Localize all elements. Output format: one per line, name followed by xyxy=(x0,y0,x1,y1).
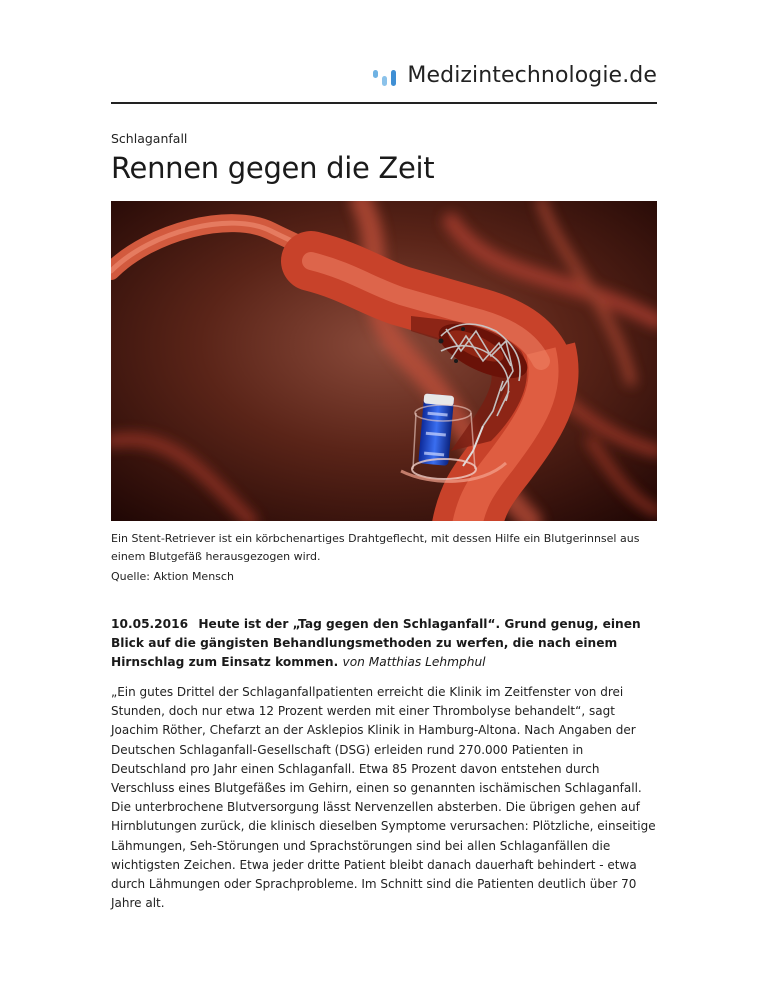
article-image xyxy=(111,201,657,521)
lead-text: Heute ist der „Tag gegen den Schlaganfall“. Grund genug, einen Blick auf die gängisten Behandlungsmethoden zu werfen, die nach einem Hirnschlag zum Einsatz kommen. xyxy=(111,617,641,669)
site-logo[interactable] xyxy=(369,58,657,92)
article-kicker: Schlaganfall xyxy=(111,131,188,146)
site-name: Medizintechnologie.de xyxy=(407,62,657,88)
article-body: „Ein gutes Drittel der Schlaganfallpatienten erreicht die Klinik im Zeitfenster von drei Stunden, doch nur etwa 12 Prozent werden mit einer Thrombolyse behandelt“, sagt Joachim Röther, Chefarzt an der Asklepios Klinik in Hamburg-Altona. Nach Angaben der Deutschen Schlaganfall-Gesellschaft (DSG) erleiden rund 270.000 Patienten in Deutschland pro Jahr einen Schlaganfall. Etwa 85 Prozent davon entstehen durch Verschluss eines Blutgefäßes im Gehirn, einen so genannten ischämischen Schlaganfall. Die unterbrochene Blutversorgung lässt Nervenzellen absterben. Die übrigen gehen auf Hirnblutungen zurück, die klinisch dieselben Symptome verursachen: Plötzliche, einseitige Lähmungen, Seh-Störungen und Sprachstörungen sind bei allen Schlaganfällen die wichtigsten Zeichen. Etwa jeder dritte Patient bleibt danach dauerhaft behindert - etwa durch Lähmungen oder Sprachprobleme. Im Schnitt sind die Patienten deutlich über 70 Jahre alt. xyxy=(111,685,656,911)
site-header xyxy=(111,58,657,98)
header-divider xyxy=(111,102,657,104)
article-title: Rennen gegen die Zeit xyxy=(111,151,435,185)
bar-signal-icon xyxy=(369,64,401,86)
image-caption: Ein Stent-Retriever ist ein körbchenartiges Drahtgeflecht, mit dessen Hilfe ein Blutgerinnsel aus einem Blutgefäß herausgezogen wird. xyxy=(111,532,640,563)
article-author: von Matthias Lehmphul xyxy=(342,655,486,669)
article-lead xyxy=(111,615,657,672)
stent-retriever-illustration xyxy=(111,201,657,521)
image-source: Quelle: Aktion Mensch xyxy=(111,570,234,583)
article-date: 10.05.2016 xyxy=(111,617,189,631)
